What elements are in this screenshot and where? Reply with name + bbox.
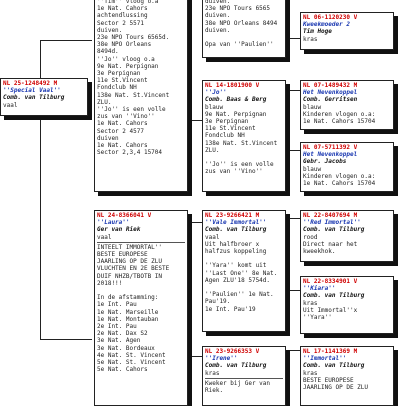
card-notes: BESTE EUROPESE JAARLING OP DE ZLU — [303, 376, 369, 392]
connector-line — [288, 218, 289, 290]
connector-line — [190, 0, 191, 30]
card-notes: ''Tim'' vloog o.a 1e Nat. Cahors achtendlussing Sector 2 5571 duiven. 23e NPO Tours 6565d. 38e NPO Orleans 8494d. ''Jo'' vloog o.a 9e Nat. Perpignan 3e Perpignan 11e St.Vincent Fondclub NH 138e Nat. St.Vincent ZLU. ''Jo'' is een volle zus van ''Vino'' 1e Nat. Cahors Sector 2 4577 duiven 1e Nat. Cahors Sector 2,3,4 15704 — [97, 0, 170, 157]
connector-line — [288, 218, 300, 219]
pigeon-color: blauw — [303, 103, 322, 111]
pigeon-name: ''Irene'' — [205, 355, 238, 363]
pedigree-card-right-c[interactable] — [300, 346, 394, 406]
connector-line — [288, 90, 300, 91]
pedigree-card-great-granddam-2[interactable] — [300, 142, 394, 192]
pigeon-color: vaal — [3, 101, 18, 109]
ring-number: NL 14-1801900 V — [205, 82, 260, 89]
pigeon-name: ''Immortal'' — [303, 355, 347, 363]
connector-line — [190, 222, 191, 322]
ring-number: NL 24-8366041 V — [97, 212, 152, 219]
pedigree-card-great-granddam[interactable] — [300, 12, 394, 50]
ring-number: NL 23-9266353 V — [205, 348, 260, 355]
pigeon-color: kras — [205, 369, 220, 377]
connector-line — [288, 150, 300, 151]
connector-line — [288, 350, 300, 351]
connector-line — [288, 90, 289, 150]
connector-line — [190, 120, 202, 121]
pedigree-card-great-grandsire[interactable] — [300, 80, 394, 130]
pigeon-color: kras — [303, 369, 318, 377]
pigeon-name: ''Special Vaal'' — [3, 87, 61, 95]
pedigree-card-grandsire[interactable] — [202, 0, 286, 58]
pigeon-color: blauw — [303, 165, 322, 173]
owner-name: Comb. Gerritsen — [303, 96, 358, 104]
ring-number: NL 07-5711392 V — [303, 144, 358, 151]
owner-name: Comb. van Tilburg — [3, 94, 65, 102]
card-notes: Direct naar het kweekhok. — [303, 240, 358, 256]
owner-name: Comb. van Tilburg — [303, 292, 365, 300]
owner-name: Comb. Baas & Berg — [205, 96, 267, 104]
pigeon-name: Kweekmoeder 2 — [303, 21, 350, 29]
connector-line — [190, 356, 202, 357]
ring-number: NL 07-1489432 M — [303, 82, 358, 89]
ring-number: NL 22-8334901 V — [303, 278, 358, 285]
ring-number: NL 22-8407694 M — [303, 212, 358, 219]
owner-name: Gebr. Jacobs — [303, 158, 347, 166]
pigeon-name: ''Jo'' — [205, 89, 227, 97]
owner-name: Comb. van Tilburg — [205, 226, 267, 234]
pigeon-color: kras — [303, 299, 318, 307]
card-notes: Kinderen vlogen o.a: 1e Nat. Cahors 15704 — [303, 110, 376, 126]
pigeon-color: vaal — [97, 233, 112, 241]
ring-number: NL 17-1141369 M — [303, 348, 358, 355]
pedigree-card-right-b[interactable] — [300, 276, 394, 334]
owner-name: Comb. van Tilburg — [205, 362, 267, 370]
card-divider — [97, 242, 185, 243]
connector-line — [40, 117, 41, 339]
connector-line — [190, 222, 202, 223]
card-notes: Uit Immortal''x ''Yara'' — [303, 306, 358, 322]
card-notes: Kweker bij Ger van Riek. — [205, 379, 271, 395]
card-notes: Kinderen vlogen o.a: 1e Nat. Cahors 15704 — [303, 172, 376, 188]
pedigree-card-sire[interactable] — [94, 0, 188, 192]
pedigree-card-dam-sire[interactable] — [202, 210, 286, 332]
pigeon-color: blauw — [205, 103, 224, 111]
connector-line — [288, 8, 289, 38]
connector-line — [40, 40, 41, 78]
card-notes: duiven. 23e NPO Tours 6565 duiven. 38e NPO Orleans 8494 duiven. Opa van ''Paulien'' — [205, 0, 278, 49]
card-notes: Uit halfbroer x halfzus koppeling ''Yara'' komt uit ''Last One'' 8e Nat. Agen ZLU'18 5754d. ''Paulien'' 1e Nat. Pau'19. 1e Int. Pau'19 — [205, 240, 278, 313]
pedigree-card-sire-dam[interactable] — [202, 80, 286, 192]
pedigree-card-right-a[interactable] — [300, 210, 394, 262]
pigeon-name: Het Nevenkoppel — [303, 151, 358, 159]
pigeon-name: ''Vale Immortal'' — [205, 219, 267, 227]
connector-line — [288, 290, 300, 291]
connector-line — [190, 90, 191, 120]
owner-name: Tim Hoge — [303, 28, 332, 36]
pedigree-card-dam-dam[interactable] — [202, 346, 286, 406]
ring-number: NL 25-1248492 M — [3, 80, 58, 87]
connector-line — [288, 38, 300, 39]
card-notes: INTEELT IMMORTAL'' BESTE EUROPESE JAARLING OP DE ZLU VLUCHTEN EN 2E BESTE DUIF NHZB/TBOTB IN 2018!!! In de afstamming: 1e Int. Pau 1e Nat. Marseille 1e Nat. Montauban 2e Int. Pau 2e Nat. Dax S2 3e Nat. Agen 3e Nat. Bordeaux 4e Nat. St. Vincent 5e Nat. St. Vincent 5e Nat. Cahors — [97, 243, 170, 374]
ring-number: NL 23-9266421 M — [205, 212, 260, 219]
pigeon-name: Het Nevenkoppel — [303, 89, 358, 97]
card-notes: 9e Nat. Perpignan 3e Perpignan 11e St.Vincent Fondclub NH 138e Nat. St.Vincent ZLU. ''Jo'' is een volle zus van ''Vino'' — [205, 110, 278, 176]
owner-name: Comb. van Tilburg — [303, 362, 365, 370]
pigeon-name: ''Red Immortal'' — [303, 219, 361, 227]
connector-line — [190, 322, 191, 356]
pedigree-card-subject[interactable] — [0, 78, 88, 116]
owner-name: Ger van Riek — [97, 226, 141, 234]
pigeon-color: vaal — [205, 233, 220, 241]
pigeon-name: ''Kiara'' — [303, 285, 336, 293]
card-divider — [205, 378, 283, 379]
pigeon-color: kras — [303, 35, 318, 43]
connector-line — [40, 40, 92, 41]
owner-name: Comb. van Tilburg — [303, 226, 365, 234]
pedigree-card-dam[interactable] — [94, 210, 188, 406]
pigeon-color: rood — [303, 233, 318, 241]
pigeon-name: ''Laura'' — [97, 219, 130, 227]
connector-line — [40, 339, 92, 340]
ring-number: NL 06-1120230 V — [303, 14, 358, 21]
